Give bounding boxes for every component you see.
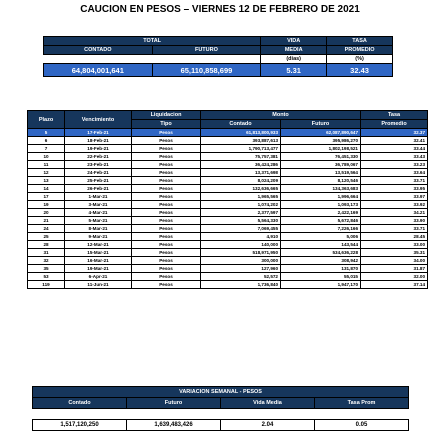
futuro-cell: 131,870 (281, 265, 361, 273)
tipo-cell: Pesos (132, 217, 201, 225)
contado-cell: 1,736,840 (201, 281, 281, 289)
page-title: CAUCION EN PESOS – VIERNES 12 DE FEBRERO DE 2021 (80, 4, 360, 15)
vencimiento-cell: 3-Mar-21 (65, 201, 132, 209)
tasa-cell: 33.95 (361, 185, 428, 193)
weekly-variation-table (32, 386, 409, 431)
plazo-cell: 24 (28, 225, 65, 233)
tasa-cell: 33.64 (361, 169, 428, 177)
summary-contado-value: 64,804,001,641 (44, 64, 153, 77)
tipo-cell: Pesos (132, 177, 201, 185)
summary-vida-media-value: 5.31 (261, 64, 327, 77)
weekly-tasa-prom-value: 0.05 (315, 420, 409, 431)
plazo-cell: 14 (28, 185, 65, 193)
tipo-cell: Pesos (132, 161, 201, 169)
table-row (28, 257, 428, 265)
tipo-cell: Pesos (132, 185, 201, 193)
tipo-cell: Pesos (132, 273, 201, 281)
tasa-cell: 33.23 (361, 161, 428, 169)
vencimiento-cell: 23-Feb-21 (65, 161, 132, 169)
contado-cell: 300,000 (201, 257, 281, 265)
plazo-cell: 6 (28, 137, 65, 145)
summary-header-futuro: FUTURO (152, 46, 261, 55)
tasa-cell: 32.00 (361, 273, 428, 281)
tasa-cell: 28.45 (361, 233, 428, 241)
tipo-cell: Pesos (132, 137, 201, 145)
summary-tasa-promedio-value: 32.43 (327, 64, 393, 77)
contado-cell: 127,960 (201, 265, 281, 273)
vencimiento-cell: 17-Feb-21 (65, 129, 132, 137)
weekly-futuro-value: 1,639,483,426 (127, 420, 221, 431)
tasa-cell: 32.41 (361, 137, 428, 145)
table-row (28, 153, 428, 161)
tipo-cell: Pesos (132, 225, 201, 233)
vencimiento-cell: 25-Feb-21 (65, 177, 132, 185)
table-row (28, 145, 428, 153)
tasa-cell: 33.97 (361, 193, 428, 201)
plazo-cell: 7 (28, 145, 65, 153)
vencimiento-cell: 6-Apr-21 (65, 273, 132, 281)
tasa-cell: 33.44 (361, 145, 428, 153)
header-monto: Monto (201, 111, 361, 120)
table-row (28, 161, 428, 169)
vencimiento-cell: 8-Mar-21 (65, 225, 132, 233)
tasa-cell: 34.21 (361, 209, 428, 217)
plazo-cell: 5 (28, 129, 65, 137)
plazo-cell: 31 (28, 249, 65, 257)
tipo-cell: Pesos (132, 169, 201, 177)
futuro-cell: 1,996,664 (281, 193, 361, 201)
vencimiento-cell: 26-Feb-21 (65, 185, 132, 193)
tasa-cell: 33.90 (361, 217, 428, 225)
table-row (28, 281, 428, 289)
contado-cell: 61,813,800,933 (201, 129, 281, 137)
contado-cell: 132,636,665 (201, 185, 281, 193)
tasa-cell: 32.37 (361, 129, 428, 137)
table-row (28, 193, 428, 201)
futuro-cell: 5,672,846 (281, 217, 361, 225)
plazo-cell: 10 (28, 153, 65, 161)
plazo-cell: 19 (28, 201, 65, 209)
plazo-cell: 21 (28, 217, 65, 225)
contado-cell: 36,424,286 (201, 161, 281, 169)
tasa-cell: 33.92 (361, 201, 428, 209)
weekly-header-contado: Contado (33, 398, 127, 409)
futuro-cell: 13,519,564 (281, 169, 361, 177)
table-row (28, 225, 428, 233)
table-row (28, 209, 428, 217)
tasa-cell: 31.87 (361, 265, 428, 273)
contado-cell: 393,887,613 (201, 137, 281, 145)
header-liquidacion: Liquidacion (132, 111, 201, 120)
contado-cell: 1,965,565 (201, 193, 281, 201)
header-tasa: Tasa (361, 111, 428, 120)
header-tipo: Tipo (132, 120, 201, 129)
contado-cell: 7,069,455 (201, 225, 281, 233)
futuro-cell: 5,006 (281, 233, 361, 241)
vencimiento-cell: 1-Mar-21 (65, 193, 132, 201)
table-row (28, 265, 428, 273)
header-vencimiento: Vencimiento (65, 111, 132, 129)
plazo-cell: 13 (28, 177, 65, 185)
vencimiento-cell: 5-Mar-21 (65, 217, 132, 225)
futuro-cell: 134,363,683 (281, 185, 361, 193)
futuro-cell: 8,120,546 (281, 177, 361, 185)
tipo-cell: Pesos (132, 257, 201, 265)
tipo-cell: Pesos (132, 153, 201, 161)
summary-header-promedio: PROMEDIO (327, 46, 393, 55)
vencimiento-cell: 18-Feb-21 (65, 137, 132, 145)
plazo-cell: 25 (28, 233, 65, 241)
contado-cell: 13,371,698 (201, 169, 281, 177)
summary-header-media: MEDIA (261, 46, 327, 55)
plazo-cell: 12 (28, 169, 65, 177)
futuro-cell: 308,942 (281, 257, 361, 265)
futuro-cell: 62,087,890,647 (281, 129, 361, 137)
table-row (28, 249, 428, 257)
futuro-cell: 7,226,166 (281, 225, 361, 233)
table-row (28, 169, 428, 177)
tasa-cell: 34.00 (361, 257, 428, 265)
weekly-title: VARIACION SEMANAL - PESOS (33, 387, 409, 398)
vencimiento-cell: 15-Mar-21 (65, 249, 132, 257)
header-plazo: Plazo (28, 111, 65, 129)
summary-futuro-value: 65,110,858,699 (152, 64, 261, 77)
vencimiento-cell: 9-Mar-21 (65, 233, 132, 241)
futuro-cell: 1,947,170 (281, 281, 361, 289)
tipo-cell: Pesos (132, 233, 201, 241)
plazo-cell: 32 (28, 257, 65, 265)
contado-cell: 52,572 (201, 273, 281, 281)
futuro-cell: 1,093,173 (281, 201, 361, 209)
table-row (28, 129, 428, 137)
weekly-header-futuro: Futuro (127, 398, 221, 409)
contado-cell: 4,910 (201, 233, 281, 241)
header-futuro: Futuro (281, 120, 361, 129)
tipo-cell: Pesos (132, 145, 201, 153)
tipo-cell: Pesos (132, 209, 201, 217)
tipo-cell: Pesos (132, 249, 201, 257)
vencimiento-cell: 4-Mar-21 (65, 209, 132, 217)
summary-table (43, 36, 393, 77)
tipo-cell: Pesos (132, 241, 201, 249)
plazo-cell: 11 (28, 161, 65, 169)
vencimiento-cell: 19-Feb-21 (65, 145, 132, 153)
summary-header-vida: VIDA (261, 37, 327, 46)
contado-cell: 5,564,330 (201, 217, 281, 225)
tipo-cell: Pesos (132, 281, 201, 289)
summary-header-contado: CONTADO (44, 46, 153, 55)
tipo-cell: Pesos (132, 129, 201, 137)
summary-header-total: TOTAL (44, 37, 261, 46)
tasa-cell: 33.43 (361, 153, 428, 161)
tasa-cell: 33.00 (361, 241, 428, 249)
caucion-table (27, 110, 428, 289)
header-contado: Contado (201, 120, 281, 129)
weekly-vida-media-value: 2.04 (221, 420, 315, 431)
tasa-cell: 35.31 (361, 249, 428, 257)
futuro-cell: 55,015 (281, 273, 361, 281)
futuro-cell: 36,789,067 (281, 161, 361, 169)
plazo-cell: 28 (28, 241, 65, 249)
weekly-contado-value: 1,517,120,250 (33, 420, 127, 431)
table-row (28, 233, 428, 241)
contado-cell: 140,000 (201, 241, 281, 249)
weekly-header-vida-media: Vida Media (221, 398, 315, 409)
contado-cell: 1,074,202 (201, 201, 281, 209)
summary-unit-pct: (%) (327, 55, 393, 64)
summary-unit-dias: (días) (261, 55, 327, 64)
table-row (28, 177, 428, 185)
vencimiento-cell: 12-Mar-21 (65, 241, 132, 249)
table-row (28, 241, 428, 249)
contado-cell: 1,790,713,477 (201, 145, 281, 153)
vencimiento-cell: 19-Mar-21 (65, 265, 132, 273)
plazo-cell: 35 (28, 265, 65, 273)
futuro-cell: 395,986,270 (281, 137, 361, 145)
plazo-cell: 17 (28, 193, 65, 201)
tasa-cell: 33.71 (361, 177, 428, 185)
tasa-cell: 37.14 (361, 281, 428, 289)
plazo-cell: 20 (28, 209, 65, 217)
vencimiento-cell: 16-Mar-21 (65, 257, 132, 265)
tipo-cell: Pesos (132, 201, 201, 209)
table-row (28, 201, 428, 209)
table-row (28, 273, 428, 281)
futuro-cell: 1,802,198,521 (281, 145, 361, 153)
futuro-cell: 76,451,330 (281, 153, 361, 161)
vencimiento-cell: 11-Jun-21 (65, 281, 132, 289)
futuro-cell: 2,422,169 (281, 209, 361, 217)
weekly-header-tasa-prom: Tasa Prom (315, 398, 409, 409)
header-promedio: Promedio (361, 120, 428, 129)
plazo-cell: 53 (28, 273, 65, 281)
futuro-cell: 143,544 (281, 241, 361, 249)
table-row (28, 185, 428, 193)
contado-cell: 8,024,209 (201, 177, 281, 185)
vencimiento-cell: 22-Feb-21 (65, 153, 132, 161)
plazo-cell: 119 (28, 281, 65, 289)
table-row (28, 137, 428, 145)
contado-cell: 2,377,597 (201, 209, 281, 217)
tipo-cell: Pesos (132, 193, 201, 201)
contado-cell: 518,971,950 (201, 249, 281, 257)
tipo-cell: Pesos (132, 265, 201, 273)
vencimiento-cell: 24-Feb-21 (65, 169, 132, 177)
table-row (28, 217, 428, 225)
futuro-cell: 534,636,228 (281, 249, 361, 257)
tasa-cell: 33.71 (361, 225, 428, 233)
contado-cell: 75,757,381 (201, 153, 281, 161)
summary-header-tasa: TASA (327, 37, 393, 46)
